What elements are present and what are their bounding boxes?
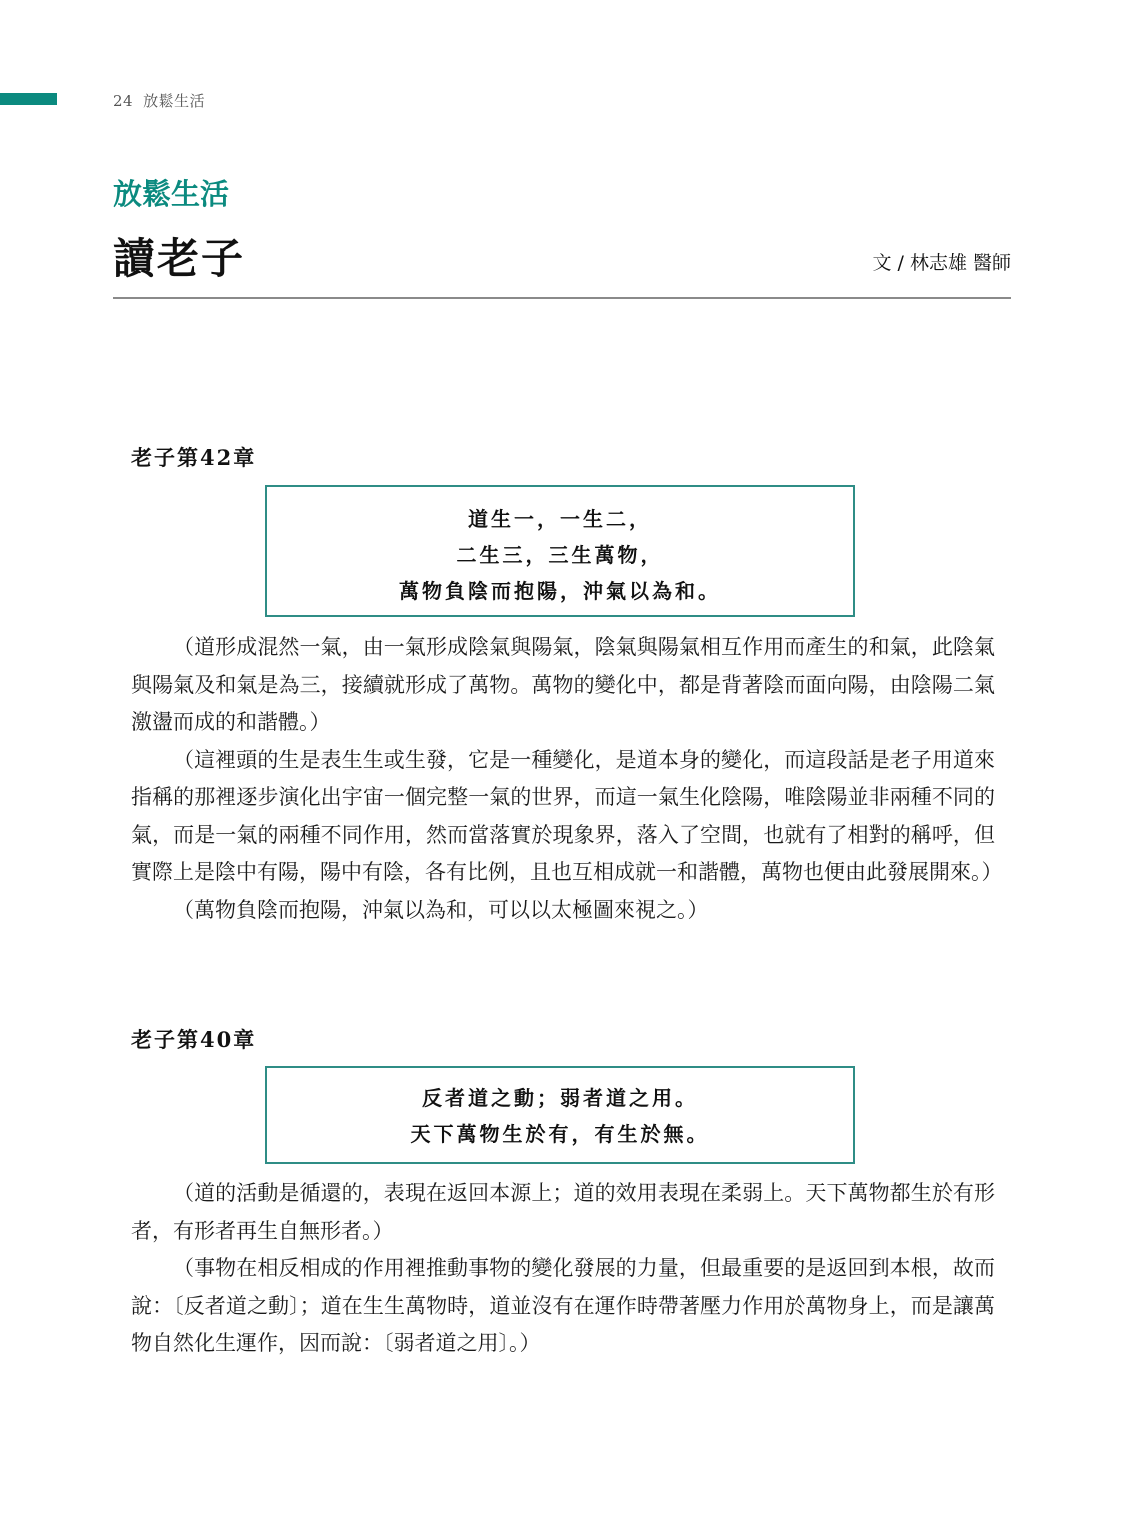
quote-line: 道生一，一生二， xyxy=(468,507,652,531)
paragraph: （萬物負陰而抱陽，沖氣以為和，可以以太極圖來視之。） xyxy=(173,897,709,922)
paragraph: （事物在相反相成的作用裡推動事物的變化發展的力量，但最重要的是返回到本根，故而說：〔反者道之動〕；道在生生萬物時，道並沒有在運作時帶著壓力作用於萬物身上，而是讓萬物自然化生運作，因而說：〔弱者道之用〕。） xyxy=(131,1256,995,1355)
quote-line: 天下萬物生於有，有生於無。 xyxy=(410,1122,710,1146)
running-section: 放鬆生活 xyxy=(143,92,206,110)
page-number: 24 xyxy=(113,92,134,110)
quote-line: 二生三，三生萬物， xyxy=(456,543,664,567)
chapter-heading-40: 老子第40章 xyxy=(131,1027,257,1052)
quote-box-42 xyxy=(265,485,855,617)
commentary-42 xyxy=(131,629,1003,929)
quote-line: 反者道之動；弱者道之用。 xyxy=(422,1086,698,1110)
paragraph: （道形成混然一氣，由一氣形成陰氣與陽氣，陰氣與陽氣相互作用而產生的和氣，此陰氣與陽氣及和氣是為三，接續就形成了萬物。萬物的變化中，都是背著陰而面向陽，由陰陽二氣激盪而成的和諧體。） xyxy=(131,635,995,734)
quote-line: 萬物負陰而抱陽，沖氣以為和。 xyxy=(399,579,721,603)
paragraph: （這裡頭的生是表生生或生發，它是一種變化，是道本身的變化，而這段話是老子用道來指稱的那裡逐步演化出宇宙一個完整一氣的世界，而這一氣生化陰陽，唯陰陽並非兩種不同的氣，而是一氣的兩種不同作用，然而當落實於現象界，落入了空間，也就有了相對的稱呼，但實際上是陰中有陽，陽中有陰，各有比例，且也互相成就一和諧體，萬物也便由此發展開來。） xyxy=(131,747,1003,884)
quote-box-40 xyxy=(265,1066,855,1164)
byline: 文 / 林志雄 醫師 xyxy=(872,252,1011,274)
chapter-heading-42: 老子第42章 xyxy=(131,445,257,470)
running-header xyxy=(113,90,205,111)
paragraph: （道的活動是循還的，表現在返回本源上；道的效用表現在柔弱上。天下萬物都生於有形者，有形者再生自無形者。） xyxy=(131,1181,995,1243)
column-label: 放鬆生活 xyxy=(113,177,230,211)
commentary-40 xyxy=(131,1175,995,1363)
article-title: 讀老子 xyxy=(113,234,246,283)
title-divider xyxy=(113,297,1011,299)
accent-bar xyxy=(0,93,57,105)
